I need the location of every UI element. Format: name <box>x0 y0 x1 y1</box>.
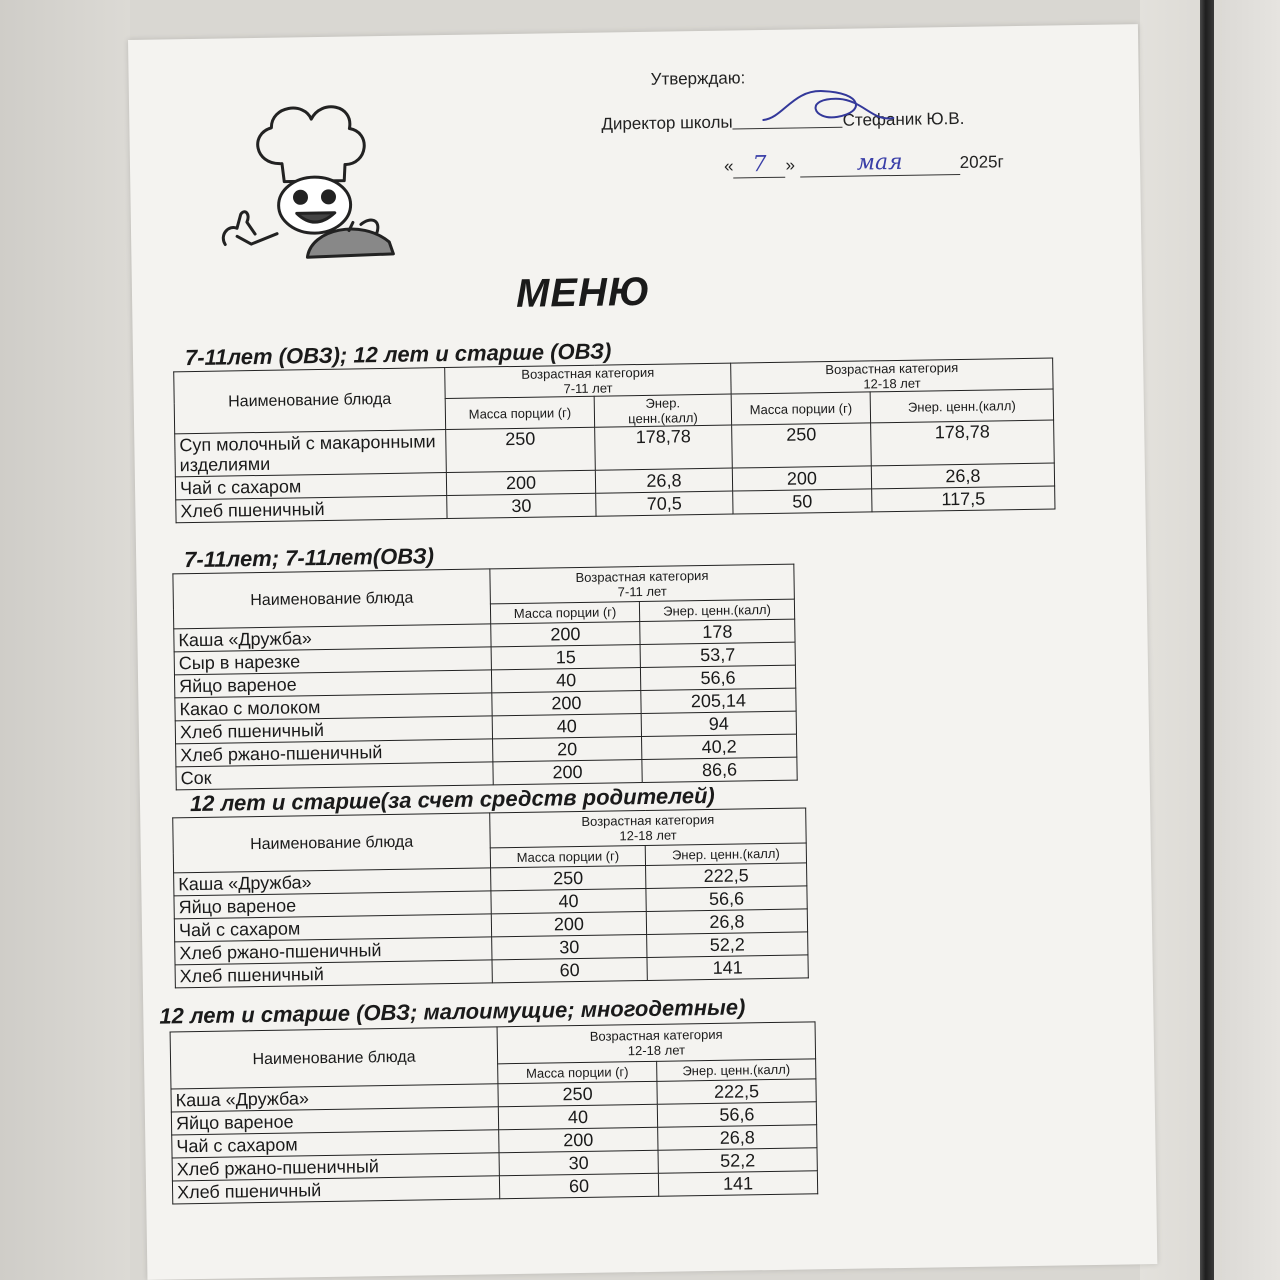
signature-icon <box>753 78 904 140</box>
dish-name: Каша «Дружба» <box>174 624 491 652</box>
col-portion-mass: Масса порции (г) <box>490 845 645 867</box>
col-dish-name: Наименование блюда <box>173 569 491 629</box>
dish-name: Яйцо вареное <box>174 670 491 698</box>
binder-surface <box>1222 0 1280 1280</box>
col-energy: Энер. ценн.(калл) <box>639 599 794 621</box>
energy-value: 26,8 <box>658 1125 817 1150</box>
portion-mass: 200 <box>493 760 642 785</box>
age-category-label: Возрастная категория <box>589 1026 723 1044</box>
energy-value: 52,2 <box>647 932 808 958</box>
portion-mass: 20 <box>493 737 642 762</box>
energy-value: 178,78 <box>595 425 733 470</box>
portion-mass: 200 <box>499 1127 658 1152</box>
col-portion-mass: Масса порции (г) <box>490 602 639 624</box>
col-dish-name: Наименование блюда <box>170 1027 498 1089</box>
dish-name: Какао с молоком <box>175 693 492 721</box>
dish-name: Сок <box>176 762 493 790</box>
dish-name: Хлеб ржано-пшеничный <box>175 937 492 965</box>
energy-value: 56,6 <box>657 1102 816 1127</box>
col-age-category <box>497 1022 816 1064</box>
portion-mass: 200 <box>491 622 640 647</box>
date-month: мая <box>800 149 960 178</box>
energy-value: 141 <box>658 1171 817 1196</box>
age-range-label: 12-18 лет <box>863 375 921 392</box>
energy-value: 40,2 <box>642 734 797 759</box>
energy-value: 56,6 <box>646 886 807 912</box>
dish-name: Каша «Дружба» <box>171 1084 498 1112</box>
menu-table-1 <box>173 358 1055 524</box>
portion-mass: 250 <box>732 423 872 468</box>
portion-mass: 200 <box>446 470 595 495</box>
approval-date <box>724 148 1004 178</box>
col-portion-mass: Масса порции (г) <box>731 392 870 425</box>
portion-mass: 40 <box>491 668 640 693</box>
date-year: 2025г <box>959 152 1004 172</box>
portion-mass: 40 <box>498 1104 657 1129</box>
energy-value: 222,5 <box>646 863 807 889</box>
energy-value: 178 <box>640 619 795 644</box>
energy-label: ценн.(калл) <box>628 410 698 427</box>
menu-sheet <box>128 24 1157 1280</box>
director-name: Стефаник Ю.В. <box>842 108 965 130</box>
section-title: 7-11лет; 7-11лет(ОВЗ) <box>183 543 435 573</box>
energy-value: 178,78 <box>871 420 1055 466</box>
col-age-category <box>445 363 731 398</box>
dish-name: Чай с сахаром <box>172 1130 499 1158</box>
portion-mass: 30 <box>499 1150 658 1175</box>
date-open-quote: « <box>723 156 734 176</box>
portion-mass: 250 <box>446 427 596 472</box>
energy-value: 53,7 <box>640 642 795 667</box>
dish-name: Яйцо вареное <box>174 891 491 919</box>
age-category-label: Возрастная категория <box>521 364 655 382</box>
energy-value: 141 <box>647 955 808 981</box>
portion-mass: 60 <box>499 1173 658 1198</box>
dish-name: Хлеб пшеничный <box>175 960 492 988</box>
background-left <box>0 0 130 1280</box>
age-range-label: 12-18 лет <box>627 1042 686 1059</box>
director-label: Директор школы <box>601 112 733 134</box>
dish-name: Чай с сахаром <box>174 914 491 942</box>
portion-mass: 200 <box>491 911 646 936</box>
dish-name: Хлеб пшеничный <box>176 496 447 523</box>
col-age-category <box>490 808 807 848</box>
col-dish-name: Наименование блюда <box>174 368 446 434</box>
col-dish-name: Наименование блюда <box>173 813 491 873</box>
dish-name: Каша «Дружба» <box>174 868 491 896</box>
section-title: 12 лет и старше(за счет средств родителей) <box>189 782 715 817</box>
portion-mass: 250 <box>491 865 646 890</box>
portion-mass: 15 <box>491 645 640 670</box>
col-energy <box>594 394 731 427</box>
col-energy: Энер. ценн.(калл) <box>657 1059 816 1081</box>
col-age-category <box>731 358 1053 394</box>
energy-value: 26,8 <box>871 463 1054 489</box>
dish-name: Хлеб ржано-пшеничный <box>172 1153 499 1181</box>
dish-name: Хлеб ржано-пшеничный <box>176 739 493 767</box>
page-title: МЕНЮ <box>515 269 651 316</box>
dish-name: Чай с сахаром <box>175 473 446 500</box>
portion-mass: 30 <box>492 934 647 959</box>
binder-edge <box>1200 0 1214 1280</box>
col-age-category <box>490 564 795 604</box>
energy-value: 26,8 <box>646 909 807 935</box>
energy-value: 86,6 <box>642 757 797 782</box>
col-energy: Энер. ценн.(калл) <box>870 389 1053 423</box>
energy-value: 205,14 <box>641 688 796 713</box>
menu-table-2 <box>172 564 797 791</box>
menu-table-4 <box>170 1021 819 1204</box>
section-title: 7-11лет (ОВЗ); 12 лет и старше (ОВЗ) <box>184 338 612 371</box>
col-energy: Энер. ценн.(калл) <box>645 843 806 866</box>
section-title: 12 лет и старше (ОВЗ; малоимущие; многодетные) <box>159 994 746 1029</box>
energy-value: 56,6 <box>640 665 795 690</box>
col-portion-mass: Масса порции (г) <box>498 1061 657 1083</box>
age-category-label: Возрастная категория <box>825 360 959 378</box>
menu-table-3 <box>172 807 809 988</box>
dish-name: Хлеб пшеничный <box>175 716 492 744</box>
energy-value: 26,8 <box>595 468 732 493</box>
age-category-label: Возрастная категория <box>575 567 709 586</box>
energy-value: 222,5 <box>657 1079 816 1104</box>
chef-icon <box>209 92 412 265</box>
portion-mass: 40 <box>492 714 641 739</box>
dish-name: Сыр в нарезке <box>174 647 491 675</box>
dish-name: Яйцо вареное <box>171 1107 498 1135</box>
age-range-label: 7-11 лет <box>617 583 667 600</box>
portion-mass: 30 <box>447 493 596 518</box>
date-day: 7 <box>733 152 785 179</box>
energy-value: 117,5 <box>872 486 1055 512</box>
energy-value: 52,2 <box>658 1148 817 1173</box>
energy-value: 70,5 <box>596 491 733 516</box>
portion-mass: 60 <box>492 957 647 982</box>
portion-mass: 200 <box>732 466 871 491</box>
dish-name: Суп молочный с макаронными изделиями <box>175 430 447 477</box>
dish-name: Хлеб пшеничный <box>172 1176 499 1204</box>
col-portion-mass: Масса порции (г) <box>445 396 594 429</box>
portion-mass: 40 <box>491 888 646 913</box>
energy-value: 94 <box>641 711 796 736</box>
portion-mass: 50 <box>733 489 872 514</box>
portion-mass: 250 <box>498 1081 657 1106</box>
age-range-label: 12-18 лет <box>619 827 677 844</box>
energy-label: Энер. <box>645 395 681 411</box>
age-range-label: 7-11 лет <box>563 380 613 397</box>
portion-mass: 200 <box>492 691 641 716</box>
approve-label: Утверждаю: <box>650 68 746 89</box>
date-close-quote: » <box>785 155 796 175</box>
age-category-label: Возрастная категория <box>581 811 715 829</box>
